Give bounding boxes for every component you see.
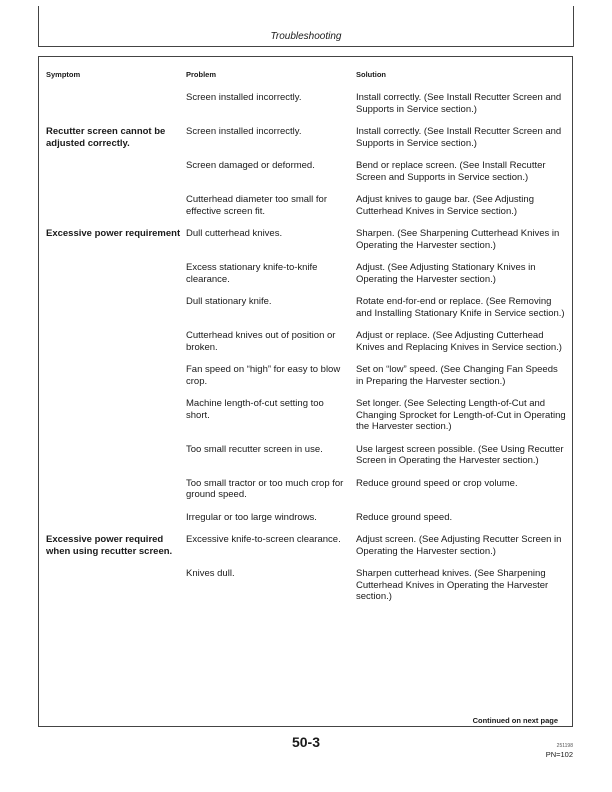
table-row (46, 194, 566, 217)
solution-cell: Adjust screen. (See Adjusting Recutter Screen in Operating the Harvester section.) (356, 534, 562, 557)
symptom-cell (46, 478, 186, 501)
solution-cell: Reduce ground speed or crop volume. (356, 477, 518, 489)
table-row (46, 92, 566, 115)
table-row (46, 568, 566, 603)
symptom-cell (46, 296, 186, 319)
solution-cell: Adjust. (See Adjusting Stationary Knives in Operating the Harvester section.) (356, 262, 536, 285)
symptom-cell (46, 262, 186, 285)
solution-cell: Sharpen. (See Sharpening Cutterhead Knives in Operating the Harvester section.) (356, 228, 560, 251)
table-row (46, 126, 566, 149)
symptom-cell (46, 444, 186, 467)
symptom-cell (46, 160, 186, 183)
solution-cell: Rotate end-for-end or replace. (See Removing and Installing Stationary Knife in Service section.) (356, 296, 565, 319)
problem-cell: Irregular or too large windrows. (186, 511, 317, 523)
table-row (46, 512, 566, 524)
problem-cell: Excessive knife-to-screen clearance. (186, 534, 341, 545)
symptom-cell (46, 512, 186, 524)
solution-cell: Adjust knives to gauge bar. (See Adjusting Cutterhead Knives in Service section.) (356, 194, 534, 217)
table-row (46, 262, 566, 285)
symptom-cell (46, 568, 186, 603)
problem-cell: Too small recutter screen in use. (186, 443, 323, 455)
symptom-cell (46, 92, 186, 115)
problem-cell: Cutterhead knives out of position or broken. (186, 330, 336, 353)
problem-cell: Machine length-of-cut setting too short. (186, 398, 324, 421)
symptom-cell: Excessive power requirement (46, 228, 181, 239)
solution-cell: Reduce ground speed. (356, 511, 453, 523)
column-header-solution: Solution (356, 70, 386, 79)
problem-cell: Fan speed on “high” for easy to blow crop. (186, 364, 341, 387)
symptom-cell (46, 194, 186, 217)
page-header-title: Troubleshooting (270, 31, 342, 42)
problem-cell: Knives dull. (186, 568, 235, 579)
column-header-symptom: Symptom (46, 70, 81, 79)
solution-cell: Install correctly. (See Install Recutter Screen and Supports in Service section.) (356, 92, 562, 115)
solution-cell: Set on “low” speed. (See Changing Fan Speeds in Preparing the Harvester section.) (356, 364, 558, 387)
page-number: 50-3 (291, 734, 321, 750)
table-row (46, 398, 566, 433)
symptom-cell: Excessive power required when using recutter screen. (46, 534, 173, 557)
symptom-cell (46, 330, 186, 353)
table-row (46, 364, 566, 387)
table-row (46, 478, 566, 501)
table-row (46, 534, 566, 557)
continued-note: Continued on next page (472, 716, 558, 725)
problem-cell: Screen installed incorrectly. (186, 92, 302, 103)
table-row (46, 444, 566, 467)
solution-cell: Use largest screen possible. (See Using Recutter Screen in Operating the Harvester section.) (356, 443, 564, 466)
solution-cell: Bend or replace screen. (See Install Recutter Screen and Supports in Service section.) (356, 160, 546, 183)
table-row (46, 160, 566, 183)
problem-cell: Screen damaged or deformed. (186, 160, 315, 171)
troubleshooting-rows (46, 92, 566, 614)
solution-cell: Install correctly. (See Install Recutter Screen and Supports in Service section.) (356, 126, 562, 149)
table-row (46, 228, 566, 251)
solution-cell: Adjust or replace. (See Adjusting Cutterhead Knives and Replacing Knives in Service section.) (356, 330, 562, 353)
header-rule (38, 46, 574, 47)
document-code-small: 251198 (556, 743, 573, 749)
table-row (46, 296, 566, 319)
solution-cell: Sharpen cutterhead knives. (See Sharpening Cutterhead Knives in Operating the Harvester section.) (356, 568, 549, 602)
solution-cell: Set longer. (See Selecting Length-of-Cut and Changing Sprocket for Length-of-Cut in Operating the Harvester section.) (356, 398, 566, 432)
symptom-cell (46, 364, 186, 387)
symptom-cell: Recutter screen cannot be adjusted correctly. (46, 126, 166, 149)
problem-cell: Too small tractor or too much crop for ground speed. (186, 477, 344, 500)
column-header-problem: Problem (186, 70, 217, 79)
problem-cell: Screen installed incorrectly. (186, 126, 302, 137)
problem-cell: Cutterhead diameter too small for effective screen fit. (186, 194, 327, 217)
symptom-cell (46, 398, 186, 433)
problem-cell: Dull stationary knife. (186, 296, 272, 307)
table-row (46, 330, 566, 353)
document-code: PN=102 (545, 750, 573, 759)
problem-cell: Dull cutterhead knives. (186, 228, 283, 239)
problem-cell: Excess stationary knife-to-knife clearance. (186, 262, 318, 285)
